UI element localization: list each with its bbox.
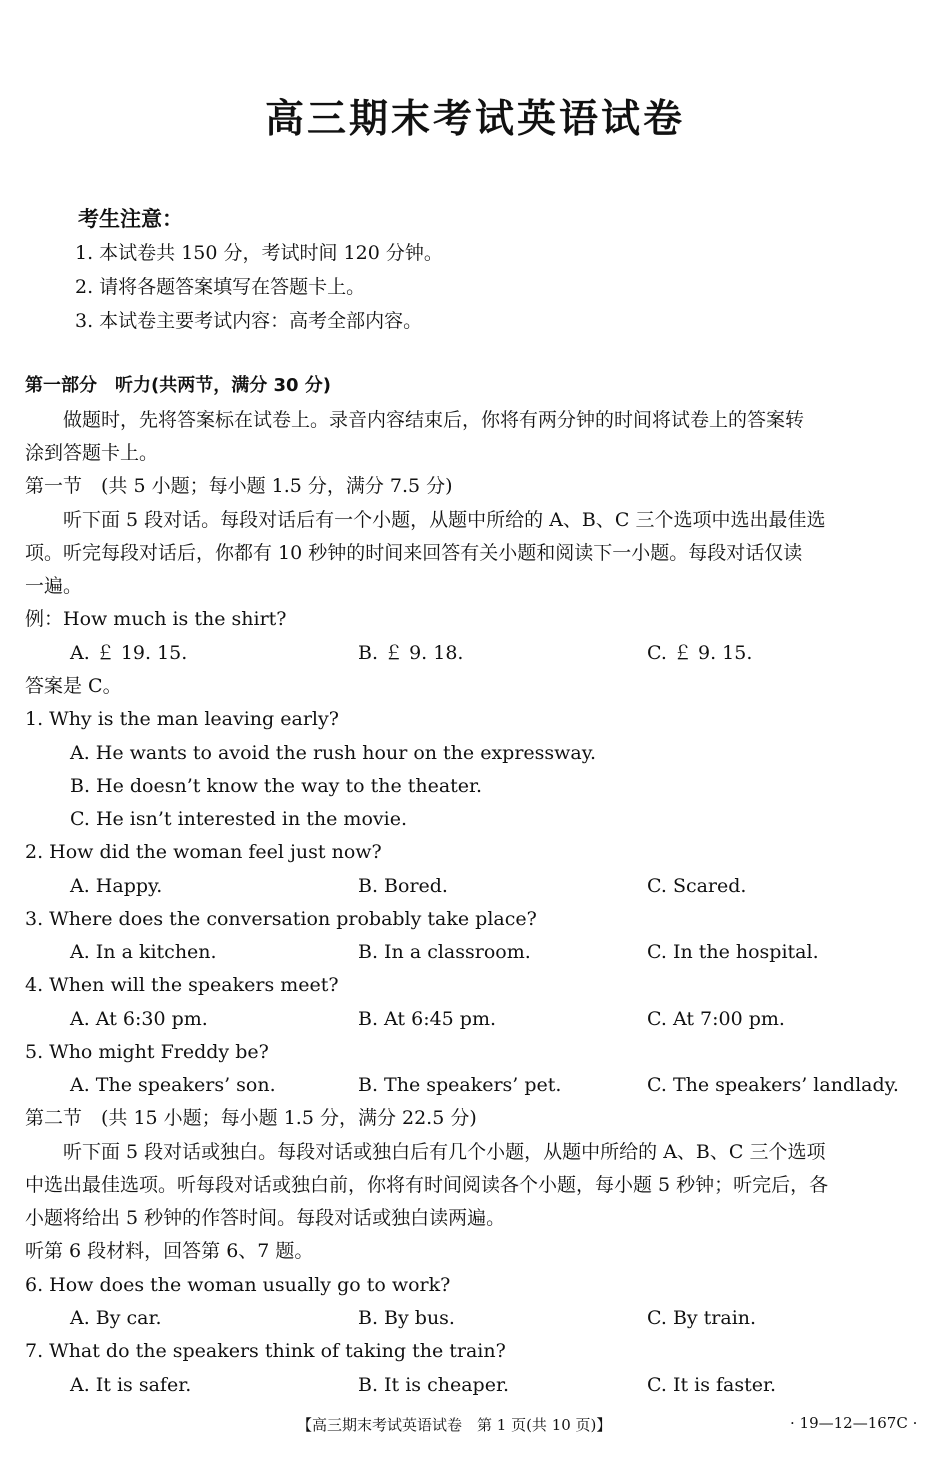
question-1-option-b: B. He doesn’t know the way to the theater. bbox=[70, 775, 483, 797]
section1-instruction-line: 项。听完每段对话后，你都有 10 秒钟的时间来回答有关小题和阅读下一小题。每段对话仅读 bbox=[25, 542, 803, 564]
section2-instruction-line: 小题将给出 5 秒钟的作答时间。每段对话或独白读两遍。 bbox=[25, 1207, 506, 1229]
question-6-option-a: A. By car. bbox=[70, 1307, 162, 1329]
question-6-option-c: C. By train. bbox=[647, 1307, 757, 1329]
example-question: 例：How much is the shirt? bbox=[25, 608, 287, 630]
question-4-option-a: A. At 6:30 pm. bbox=[70, 1008, 208, 1030]
question-3-option-c: C. In the hospital. bbox=[647, 941, 819, 963]
question-7: 7. What do the speakers think of taking the train? bbox=[25, 1340, 506, 1362]
question-5: 5. Who might Freddy be? bbox=[25, 1041, 269, 1063]
example-option-b: B. ￡ 9. 18. bbox=[358, 642, 464, 664]
footer-code: · 19—12—167C · bbox=[790, 1414, 918, 1432]
question-1-option-a: A. He wants to avoid the rush hour on the expressway. bbox=[70, 742, 596, 764]
question-2-option-a: A. Happy. bbox=[70, 875, 163, 897]
question-3-option-b: B. In a classroom. bbox=[358, 941, 531, 963]
notice-item-2: 2. 请将各题答案填写在答题卡上。 bbox=[75, 276, 366, 298]
question-6: 6. How does the woman usually go to work? bbox=[25, 1274, 451, 1296]
material-note: 听第 6 段材料，回答第 6、7 题。 bbox=[25, 1240, 314, 1262]
question-7-option-a: A. It is safer. bbox=[70, 1374, 192, 1396]
section1-instruction-line: 听下面 5 段对话。每段对话后有一个小题，从题中所给的 A、B、C 三个选项中选出最佳选 bbox=[25, 509, 826, 531]
notice-item-1: 1. 本试卷共 150 分，考试时间 120 分钟。 bbox=[75, 242, 443, 264]
question-2-option-b: B. Bored. bbox=[358, 875, 448, 897]
question-5-option-b: B. The speakers’ pet. bbox=[358, 1074, 562, 1096]
notice-item-3: 3. 本试卷主要考试内容：高考全部内容。 bbox=[75, 310, 423, 332]
question-4-option-c: C. At 7:00 pm. bbox=[647, 1008, 785, 1030]
example-answer: 答案是 C。 bbox=[25, 675, 122, 697]
question-4-option-b: B. At 6:45 pm. bbox=[358, 1008, 497, 1030]
page-title: 高三期末考试英语试卷 bbox=[264, 97, 685, 142]
question-5-option-a: A. The speakers’ son. bbox=[70, 1074, 276, 1096]
section2-instruction-line: 听下面 5 段对话或独白。每段对话或独白后有几个小题，从题中所给的 A、B、C 三个选项 bbox=[25, 1141, 826, 1163]
question-3: 3. Where does the conversation probably take place? bbox=[25, 908, 537, 930]
question-7-option-b: B. It is cheaper. bbox=[358, 1374, 509, 1396]
part1-intro-line: 涂到答题卡上。 bbox=[25, 442, 159, 464]
question-2-option-c: C. Scared. bbox=[647, 875, 747, 897]
question-4: 4. When will the speakers meet? bbox=[25, 974, 339, 996]
question-1-option-c: C. He isn’t interested in the movie. bbox=[70, 808, 407, 830]
question-6-option-b: B. By bus. bbox=[358, 1307, 455, 1329]
section2-heading: 第二节 (共 15 小题；每小题 1.5 分，满分 22.5 分) bbox=[25, 1107, 477, 1129]
example-option-a: A. ￡ 19. 15. bbox=[70, 642, 188, 664]
page-footer: 【高三期末考试英语试卷 第 1 页(共 10 页)】 bbox=[297, 1416, 612, 1434]
example-option-c: C. ￡ 9. 15. bbox=[647, 642, 753, 664]
question-1: 1. Why is the man leaving early? bbox=[25, 708, 339, 730]
section1-instruction-line: 一遍。 bbox=[25, 575, 83, 597]
notice-heading: 考生注意： bbox=[78, 207, 183, 231]
question-5-option-c: C. The speakers’ landlady. bbox=[647, 1074, 899, 1096]
question-7-option-c: C. It is faster. bbox=[647, 1374, 777, 1396]
section2-instruction-line: 中选出最佳选项。听每段对话或独白前，你将有时间阅读各个小题，每小题 5 秒钟；听完后，各 bbox=[25, 1174, 829, 1196]
section1-heading: 第一节 (共 5 小题；每小题 1.5 分，满分 7.5 分) bbox=[25, 475, 453, 497]
part1-intro-line: 做题时，先将答案标在试卷上。录音内容结束后，你将有两分钟的时间将试卷上的答案转 bbox=[25, 409, 805, 431]
question-2: 2. How did the woman feel just now? bbox=[25, 841, 382, 863]
question-3-option-a: A. In a kitchen. bbox=[70, 941, 217, 963]
part1-heading: 第一部分 听力(共两节，满分 30 分) bbox=[25, 375, 332, 396]
